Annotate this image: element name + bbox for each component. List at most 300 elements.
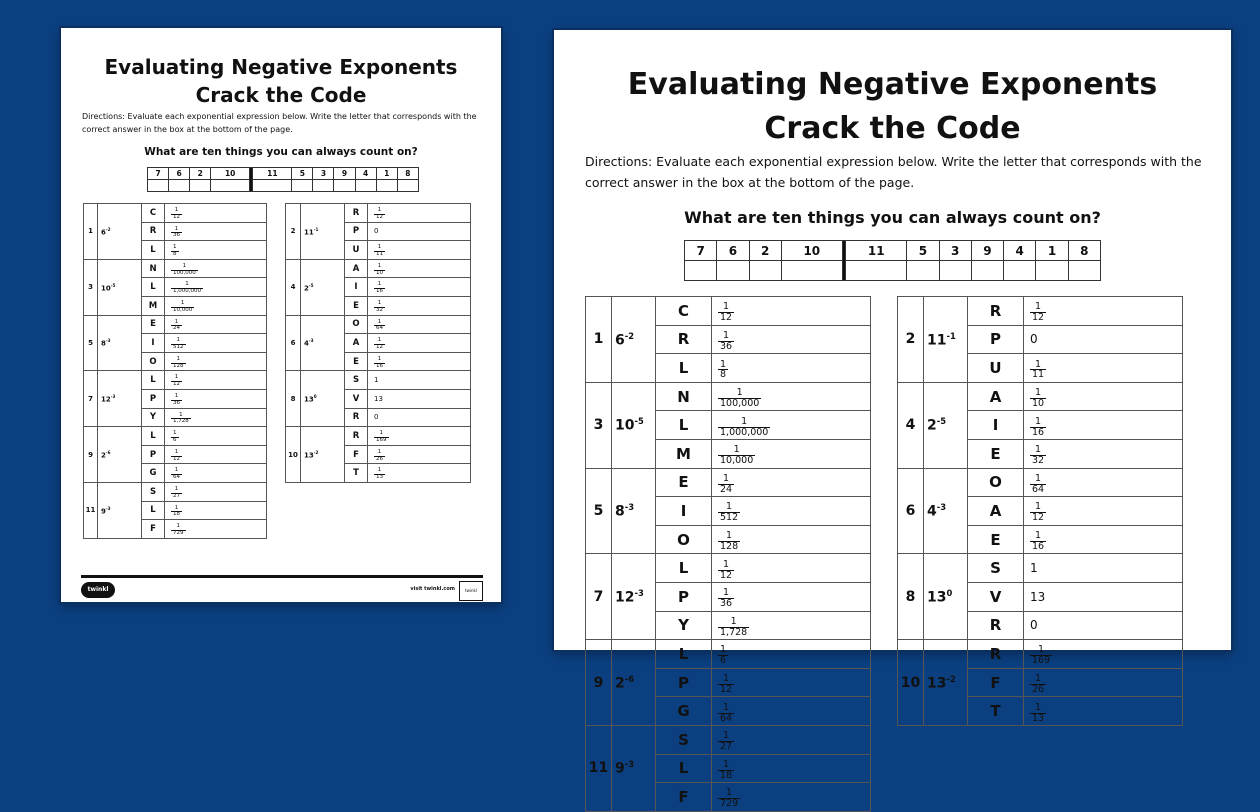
code-answer-box[interactable] — [190, 180, 211, 192]
option-answer — [712, 497, 871, 526]
fraction-denominator: 12 — [173, 381, 180, 388]
option-letter: U — [345, 241, 368, 260]
code-answer-box[interactable] — [376, 180, 397, 192]
problem-option-row — [586, 468, 871, 497]
fraction-numerator: 1 — [377, 318, 382, 325]
problem-number: 6 — [898, 468, 924, 554]
option-letter: N — [656, 382, 712, 411]
fraction-denominator: 27 — [173, 492, 180, 499]
answer-fraction — [718, 531, 740, 552]
code-number-cell: 3 — [939, 241, 971, 261]
expression-base: 9 — [615, 761, 625, 778]
fraction-denominator: 729 — [720, 798, 739, 810]
expression-exponent: -3 — [110, 394, 116, 400]
option-letter: L — [656, 754, 712, 783]
option-letter: I — [656, 497, 712, 526]
expression-base: 6 — [101, 228, 106, 237]
fraction-denominator: 729 — [173, 529, 184, 536]
fraction-numerator: 1 — [174, 448, 179, 455]
code-answer-box[interactable] — [907, 261, 939, 281]
code-number-cell: 9 — [334, 168, 355, 180]
answer-fraction — [718, 788, 740, 809]
option-letter: G — [656, 697, 712, 726]
option-letter: M — [142, 296, 165, 315]
expression-base: 10 — [101, 283, 111, 292]
answer-fraction — [1030, 674, 1046, 695]
option-letter: F — [345, 445, 368, 464]
fraction-denominator: 12 — [173, 213, 180, 220]
option-answer — [368, 427, 471, 446]
answer-fraction — [171, 524, 186, 537]
code-answer-box[interactable] — [211, 180, 250, 192]
option-letter: F — [968, 668, 1024, 697]
option-answer — [368, 334, 471, 353]
fraction-numerator: 1 — [723, 472, 730, 484]
expression-base: 11 — [304, 228, 314, 237]
problem-number: 2 — [286, 204, 301, 260]
twinkl-badge-icon: twinkl — [459, 581, 483, 601]
answer-fraction — [171, 413, 191, 426]
fraction-numerator: 1 — [726, 501, 733, 513]
fraction-denominator: 6 — [720, 655, 727, 667]
question-text: What are ten things you can always count on? — [684, 208, 1101, 227]
problem-number: 1 — [84, 204, 98, 260]
fraction-numerator: 1 — [1035, 301, 1042, 313]
option-answer — [712, 697, 871, 726]
answer-fraction — [718, 760, 734, 781]
problem-number: 4 — [898, 382, 924, 468]
code-number-row — [685, 241, 1101, 261]
answer-code-grid — [147, 167, 419, 192]
code-answer-box[interactable] — [685, 261, 717, 281]
title-line-2: Crack the Code — [764, 111, 1021, 146]
expression-base: 12 — [101, 395, 111, 404]
option-answer — [1024, 611, 1183, 640]
fraction-numerator: 1 — [736, 387, 743, 399]
answer-fraction — [171, 264, 198, 277]
code-answer-box[interactable] — [355, 180, 376, 192]
expression-exponent: -2 — [624, 330, 635, 341]
fraction-denominator: 100,000 — [173, 269, 196, 276]
problem-number: 2 — [898, 297, 924, 383]
fraction-denominator: 6 — [173, 436, 177, 443]
option-answer — [1024, 697, 1183, 726]
fraction-denominator: 36 — [173, 232, 180, 239]
problem-expression — [301, 371, 345, 427]
option-letter: A — [345, 334, 368, 353]
answer-fraction — [171, 282, 203, 295]
expression-base: 8 — [101, 339, 106, 348]
option-answer — [368, 389, 471, 408]
option-letter: R — [656, 325, 712, 354]
answer-fraction — [374, 282, 385, 295]
option-answer — [712, 354, 871, 383]
option-letter: E — [656, 468, 712, 497]
fraction-denominator: 1,728 — [720, 626, 748, 638]
fraction-denominator: 8 — [720, 369, 727, 381]
option-answer — [165, 501, 267, 520]
option-answer — [368, 408, 471, 427]
answer-fraction — [374, 208, 385, 221]
answer-fraction — [171, 338, 186, 351]
expression-exponent: -5 — [634, 416, 644, 427]
fraction-denominator: 16 — [1032, 541, 1045, 553]
fraction-denominator: 512 — [720, 512, 739, 524]
expression-exponent: 0 — [946, 587, 953, 598]
code-answer-box[interactable] — [397, 180, 418, 192]
fraction-denominator: 36 — [720, 340, 733, 352]
code-answer-box[interactable] — [749, 261, 781, 281]
expression-base: 2 — [615, 675, 625, 692]
code-answer-box[interactable] — [846, 261, 907, 281]
answer-fraction — [718, 645, 728, 666]
fraction-numerator: 1 — [730, 615, 737, 627]
option-answer — [165, 278, 267, 297]
problem-option-row — [898, 640, 1183, 669]
option-letter: F — [142, 520, 165, 539]
page-footer — [81, 575, 483, 593]
code-number-cell: 1 — [1036, 241, 1068, 261]
fraction-denominator: 26 — [1032, 684, 1045, 696]
answer-fraction — [718, 703, 734, 724]
problem-number: 10 — [286, 427, 301, 483]
fraction-denominator: 16 — [1032, 426, 1045, 438]
answer-fraction — [374, 245, 385, 258]
answer-fraction — [1030, 703, 1046, 724]
fraction-numerator: 1 — [1035, 415, 1042, 427]
expression-exponent: 0 — [313, 394, 317, 400]
answer-fraction — [718, 474, 734, 495]
expression-exponent: -5 — [308, 282, 314, 288]
footer-site-text: visit twinkl.com — [410, 586, 455, 592]
option-answer — [712, 754, 871, 783]
option-letter: R — [142, 222, 165, 241]
problem-number: 8 — [898, 554, 924, 640]
fraction-numerator: 1 — [1038, 644, 1045, 656]
option-letter: E — [968, 439, 1024, 468]
problem-option-row — [898, 468, 1183, 497]
answer-fraction — [374, 338, 385, 351]
option-letter: C — [656, 297, 712, 326]
fraction-denominator: 10 — [1032, 398, 1045, 410]
option-letter: V — [345, 389, 368, 408]
option-letter: L — [656, 354, 712, 383]
directions-text: Directions: Evaluate each exponential expression below. Write the letter that corresponds with the correct answer in the box at the bottom of the page. — [82, 112, 477, 134]
option-answer — [712, 611, 871, 640]
fraction-denominator: 1,000,000 — [173, 288, 201, 295]
code-answer-box[interactable] — [334, 180, 355, 192]
option-answer — [1024, 439, 1183, 468]
code-number-cell: 2 — [190, 168, 211, 180]
problem-expression — [301, 204, 345, 260]
problem-number: 9 — [84, 427, 98, 483]
problem-table-right — [285, 203, 471, 483]
fraction-denominator: 16 — [376, 362, 383, 369]
worksheet-title — [554, 63, 1231, 151]
answer-fraction — [374, 468, 385, 481]
fraction-numerator: 1 — [377, 337, 382, 344]
fraction-denominator: 18 — [720, 769, 733, 781]
code-number-cell: 8 — [1068, 241, 1100, 261]
option-answer — [1024, 297, 1183, 326]
fraction-numerator: 1 — [723, 587, 730, 599]
problem-number: 3 — [84, 259, 98, 315]
option-answer — [368, 241, 471, 260]
twinkl-logo: twinkl — [81, 582, 115, 598]
option-letter: R — [345, 427, 368, 446]
expression-exponent: -5 — [936, 416, 947, 427]
code-answer-box[interactable] — [169, 180, 190, 192]
answer-fraction — [1030, 417, 1046, 438]
option-answer — [712, 525, 871, 554]
option-letter: N — [142, 259, 165, 278]
problem-option-row — [84, 427, 267, 446]
option-answer — [712, 382, 871, 411]
option-letter: R — [345, 204, 368, 223]
fraction-numerator: 1 — [182, 262, 187, 269]
problem-expression — [612, 640, 656, 726]
fraction-denominator: 128 — [173, 362, 184, 369]
worksheet-title — [61, 53, 501, 109]
option-answer — [712, 783, 871, 812]
option-answer — [712, 297, 871, 326]
expression-base: 6 — [615, 332, 625, 349]
answer-value: 1 — [374, 376, 379, 385]
option-answer — [165, 371, 267, 390]
expression-exponent: -5 — [110, 282, 116, 288]
expression-base: 13 — [927, 675, 947, 692]
option-letter: O — [968, 468, 1024, 497]
fraction-numerator: 1 — [174, 374, 179, 381]
fraction-denominator: 16 — [376, 288, 383, 295]
option-letter: L — [142, 241, 165, 260]
problem-expression — [301, 259, 345, 315]
fraction-numerator: 1 — [726, 530, 733, 542]
code-answer-box[interactable] — [717, 261, 749, 281]
code-number-cell: 11 — [846, 241, 907, 261]
question-text: What are ten things you can always count on? — [144, 146, 418, 158]
answer-code-grid — [684, 240, 1101, 281]
title-line-1: Evaluating Negative Exponents — [104, 55, 458, 79]
problem-number: 3 — [586, 382, 612, 468]
problem-number: 10 — [898, 640, 924, 726]
option-answer — [1024, 525, 1183, 554]
answer-value: 13 — [374, 394, 383, 403]
problem-expression — [612, 554, 656, 640]
fraction-denominator: 169 — [1032, 655, 1051, 667]
fraction-denominator: 24 — [173, 325, 180, 332]
option-answer — [165, 204, 267, 223]
fraction-denominator: 12 — [720, 312, 733, 324]
fraction-numerator: 1 — [1035, 530, 1042, 542]
option-letter: A — [345, 259, 368, 278]
code-answer-row — [685, 261, 1101, 281]
option-letter: L — [142, 501, 165, 520]
fraction-denominator: 1,728 — [173, 418, 189, 425]
answer-fraction — [171, 357, 186, 370]
answer-fraction — [374, 320, 385, 333]
problem-option-row — [586, 382, 871, 411]
option-letter: R — [968, 297, 1024, 326]
code-answer-box[interactable] — [971, 261, 1003, 281]
problem-option-row — [84, 315, 267, 334]
answer-fraction — [1030, 474, 1046, 495]
fraction-numerator: 1 — [174, 467, 179, 474]
fraction-denominator: 128 — [720, 541, 739, 553]
option-answer — [712, 582, 871, 611]
problem-number: 5 — [84, 315, 98, 371]
fraction-denominator: 169 — [376, 436, 387, 443]
option-answer — [165, 520, 267, 539]
code-number-cell: 5 — [292, 168, 313, 180]
fraction-numerator: 1 — [174, 225, 179, 232]
fraction-denominator: 10,000 — [173, 306, 193, 313]
problem-expression — [98, 315, 142, 371]
expression-exponent: -3 — [624, 502, 635, 513]
problem-expression — [301, 427, 345, 483]
fraction-denominator: 12 — [720, 684, 733, 696]
expression-exponent: -3 — [624, 759, 635, 770]
fraction-denominator: 64 — [376, 325, 383, 332]
option-letter: I — [968, 411, 1024, 440]
option-answer — [368, 464, 471, 483]
answer-fraction — [1030, 531, 1046, 552]
fraction-numerator: 1 — [176, 337, 180, 344]
option-answer — [712, 325, 871, 354]
code-answer-box[interactable] — [1036, 261, 1068, 281]
code-number-cell: 11 — [253, 168, 292, 180]
problem-expression — [301, 315, 345, 371]
problem-option-row — [84, 204, 267, 223]
problem-table-left — [585, 296, 871, 812]
expression-base: 8 — [615, 503, 625, 520]
answer-fraction — [374, 450, 385, 463]
fraction-denominator: 12 — [376, 343, 383, 350]
option-letter: P — [142, 445, 165, 464]
answer-fraction — [171, 450, 182, 463]
option-letter: T — [345, 464, 368, 483]
code-answer-box[interactable] — [781, 261, 842, 281]
answer-fraction — [718, 674, 734, 695]
answer-value: 0 — [374, 227, 379, 236]
option-letter: P — [345, 222, 368, 241]
code-number-cell: 6 — [169, 168, 190, 180]
code-answer-box[interactable] — [313, 180, 334, 192]
problem-option-row — [898, 554, 1183, 583]
code-answer-box[interactable] — [1004, 261, 1036, 281]
fraction-numerator: 1 — [379, 430, 383, 437]
fraction-numerator: 1 — [1035, 501, 1042, 513]
fraction-denominator: 100,000 — [720, 398, 760, 410]
expression-base: 2 — [304, 283, 309, 292]
fraction-denominator: 36 — [173, 399, 180, 406]
fraction-numerator: 1 — [185, 281, 189, 288]
problem-expression — [98, 204, 142, 260]
problem-option-row — [286, 427, 471, 446]
expression-base: 10 — [615, 418, 635, 434]
option-answer — [1024, 582, 1183, 611]
fraction-numerator: 1 — [176, 523, 180, 530]
code-answer-box[interactable] — [939, 261, 971, 281]
answer-fraction — [171, 227, 182, 240]
fraction-numerator: 1 — [1035, 701, 1042, 713]
fraction-denominator: 10 — [376, 269, 383, 276]
answer-fraction — [718, 302, 734, 323]
option-answer — [165, 334, 267, 353]
code-number-cell: 7 — [685, 241, 717, 261]
option-answer — [368, 222, 471, 241]
fraction-numerator: 1 — [723, 558, 730, 570]
fraction-denominator: 32 — [1032, 455, 1045, 467]
fraction-numerator: 1 — [377, 244, 382, 251]
code-answer-box[interactable] — [253, 180, 292, 192]
problem-expression — [924, 640, 968, 726]
option-answer — [165, 352, 267, 371]
fraction-numerator: 1 — [723, 329, 730, 341]
problem-number: 1 — [586, 297, 612, 383]
code-number-cell: 3 — [313, 168, 334, 180]
fraction-numerator: 1 — [377, 207, 382, 214]
answer-fraction — [718, 502, 740, 523]
option-letter: O — [345, 315, 368, 334]
option-answer — [712, 640, 871, 669]
option-letter: S — [656, 725, 712, 754]
fraction-numerator: 1 — [174, 207, 179, 214]
expression-base: 4 — [304, 339, 309, 348]
fraction-denominator: 13 — [1032, 712, 1045, 724]
answer-value: 0 — [1030, 618, 1038, 633]
answer-fraction — [171, 245, 179, 258]
problem-option-row — [898, 382, 1183, 411]
fraction-numerator: 1 — [174, 504, 179, 511]
fraction-numerator: 1 — [176, 355, 180, 362]
fraction-numerator: 1 — [1035, 472, 1042, 484]
fraction-denominator: 18 — [173, 511, 180, 518]
code-number-cell: 6 — [717, 241, 749, 261]
problem-option-row — [286, 315, 471, 334]
expression-exponent: -3 — [936, 502, 947, 513]
expression-exponent: -2 — [105, 226, 111, 232]
fraction-numerator: 1 — [1035, 673, 1042, 685]
option-letter: O — [656, 525, 712, 554]
option-answer — [165, 445, 267, 464]
problem-option-row — [84, 371, 267, 390]
option-letter: L — [656, 411, 712, 440]
title-line-2: Crack the Code — [195, 83, 367, 107]
option-answer — [368, 259, 471, 278]
option-letter: E — [345, 296, 368, 315]
option-answer — [368, 296, 471, 315]
expression-base: 13 — [304, 451, 314, 460]
code-answer-box[interactable] — [1068, 261, 1100, 281]
code-answer-box[interactable] — [148, 180, 169, 192]
fraction-numerator: 1 — [173, 430, 177, 437]
fraction-numerator: 1 — [1035, 358, 1042, 370]
problem-expression — [924, 297, 968, 383]
fraction-numerator: 1 — [174, 485, 179, 492]
problem-option-row — [286, 259, 471, 278]
expression-base: 11 — [927, 332, 947, 349]
code-answer-box[interactable] — [292, 180, 313, 192]
option-letter: P — [656, 582, 712, 611]
answer-fraction — [718, 388, 761, 409]
problem-number: 8 — [286, 371, 301, 427]
problem-expression — [612, 725, 656, 811]
expression-exponent: -3 — [308, 338, 314, 344]
fraction-denominator: 12 — [1032, 512, 1045, 524]
option-letter: P — [656, 668, 712, 697]
option-answer — [712, 411, 871, 440]
